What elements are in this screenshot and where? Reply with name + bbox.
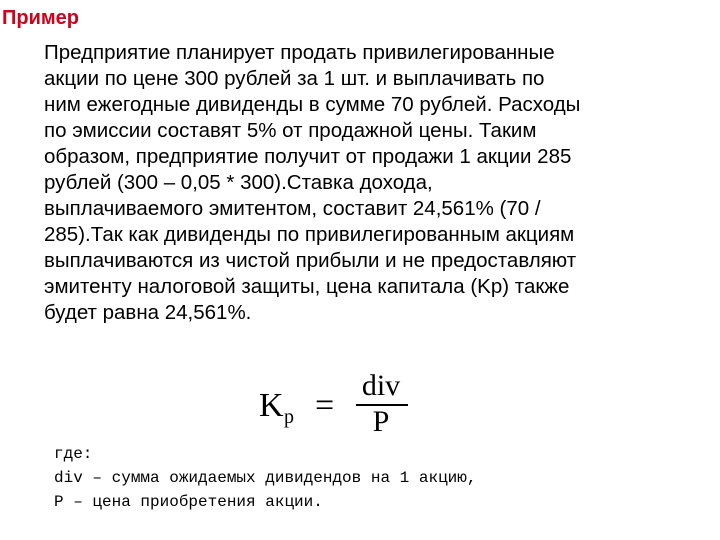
paragraph-line: Предприятие планирует продать привилегированные	[44, 41, 555, 64]
paragraph-line: выплачиваемого эмитентом, составит 24,561% (70 /	[44, 197, 541, 220]
paragraph-line: ним ежегодные дивиденды в сумме 70 рублей. Расходы	[44, 93, 581, 116]
paragraph-line: акции по цене 300 рублей за 1 шт. и выплачивать по	[44, 67, 545, 90]
paragraph-line: по эмиссии составят 5% от продажной цены. Таким	[44, 119, 537, 142]
cost-of-capital-formula	[259, 370, 419, 440]
formula-equals: =	[315, 387, 335, 424]
paragraph-line: выплачиваются из чистой прибыли и не предоставляют	[44, 249, 577, 272]
paragraph-line: рублей (300 – 0,05 * 300).Ставка дохода,	[44, 171, 433, 194]
example-paragraph	[44, 40, 712, 326]
paragraph-line: эмитенту налоговой защиты, цена капитала (Kp) также	[44, 275, 570, 298]
slide-title: Пример	[2, 7, 80, 29]
formula-lhs: K	[259, 387, 284, 424]
legend-item: div – сумма ожидаемых дивидендов на 1 акцию,	[54, 469, 477, 487]
paragraph-line: 285).Так как дивиденды по привилегированным акциям	[44, 223, 575, 246]
legend-intro: где:	[54, 445, 93, 463]
paragraph-line: образом, предприятие получит от продажи 1 акции 285	[44, 145, 572, 168]
formula-denominator: P	[372, 405, 390, 438]
legend-item: P – цена приобретения акции.	[54, 493, 323, 511]
paragraph-line: будет равна 24,561%.	[44, 301, 252, 324]
formula-legend	[54, 442, 476, 514]
formula-lhs-subscript: p	[284, 406, 294, 428]
formula-numerator: div	[361, 369, 401, 402]
